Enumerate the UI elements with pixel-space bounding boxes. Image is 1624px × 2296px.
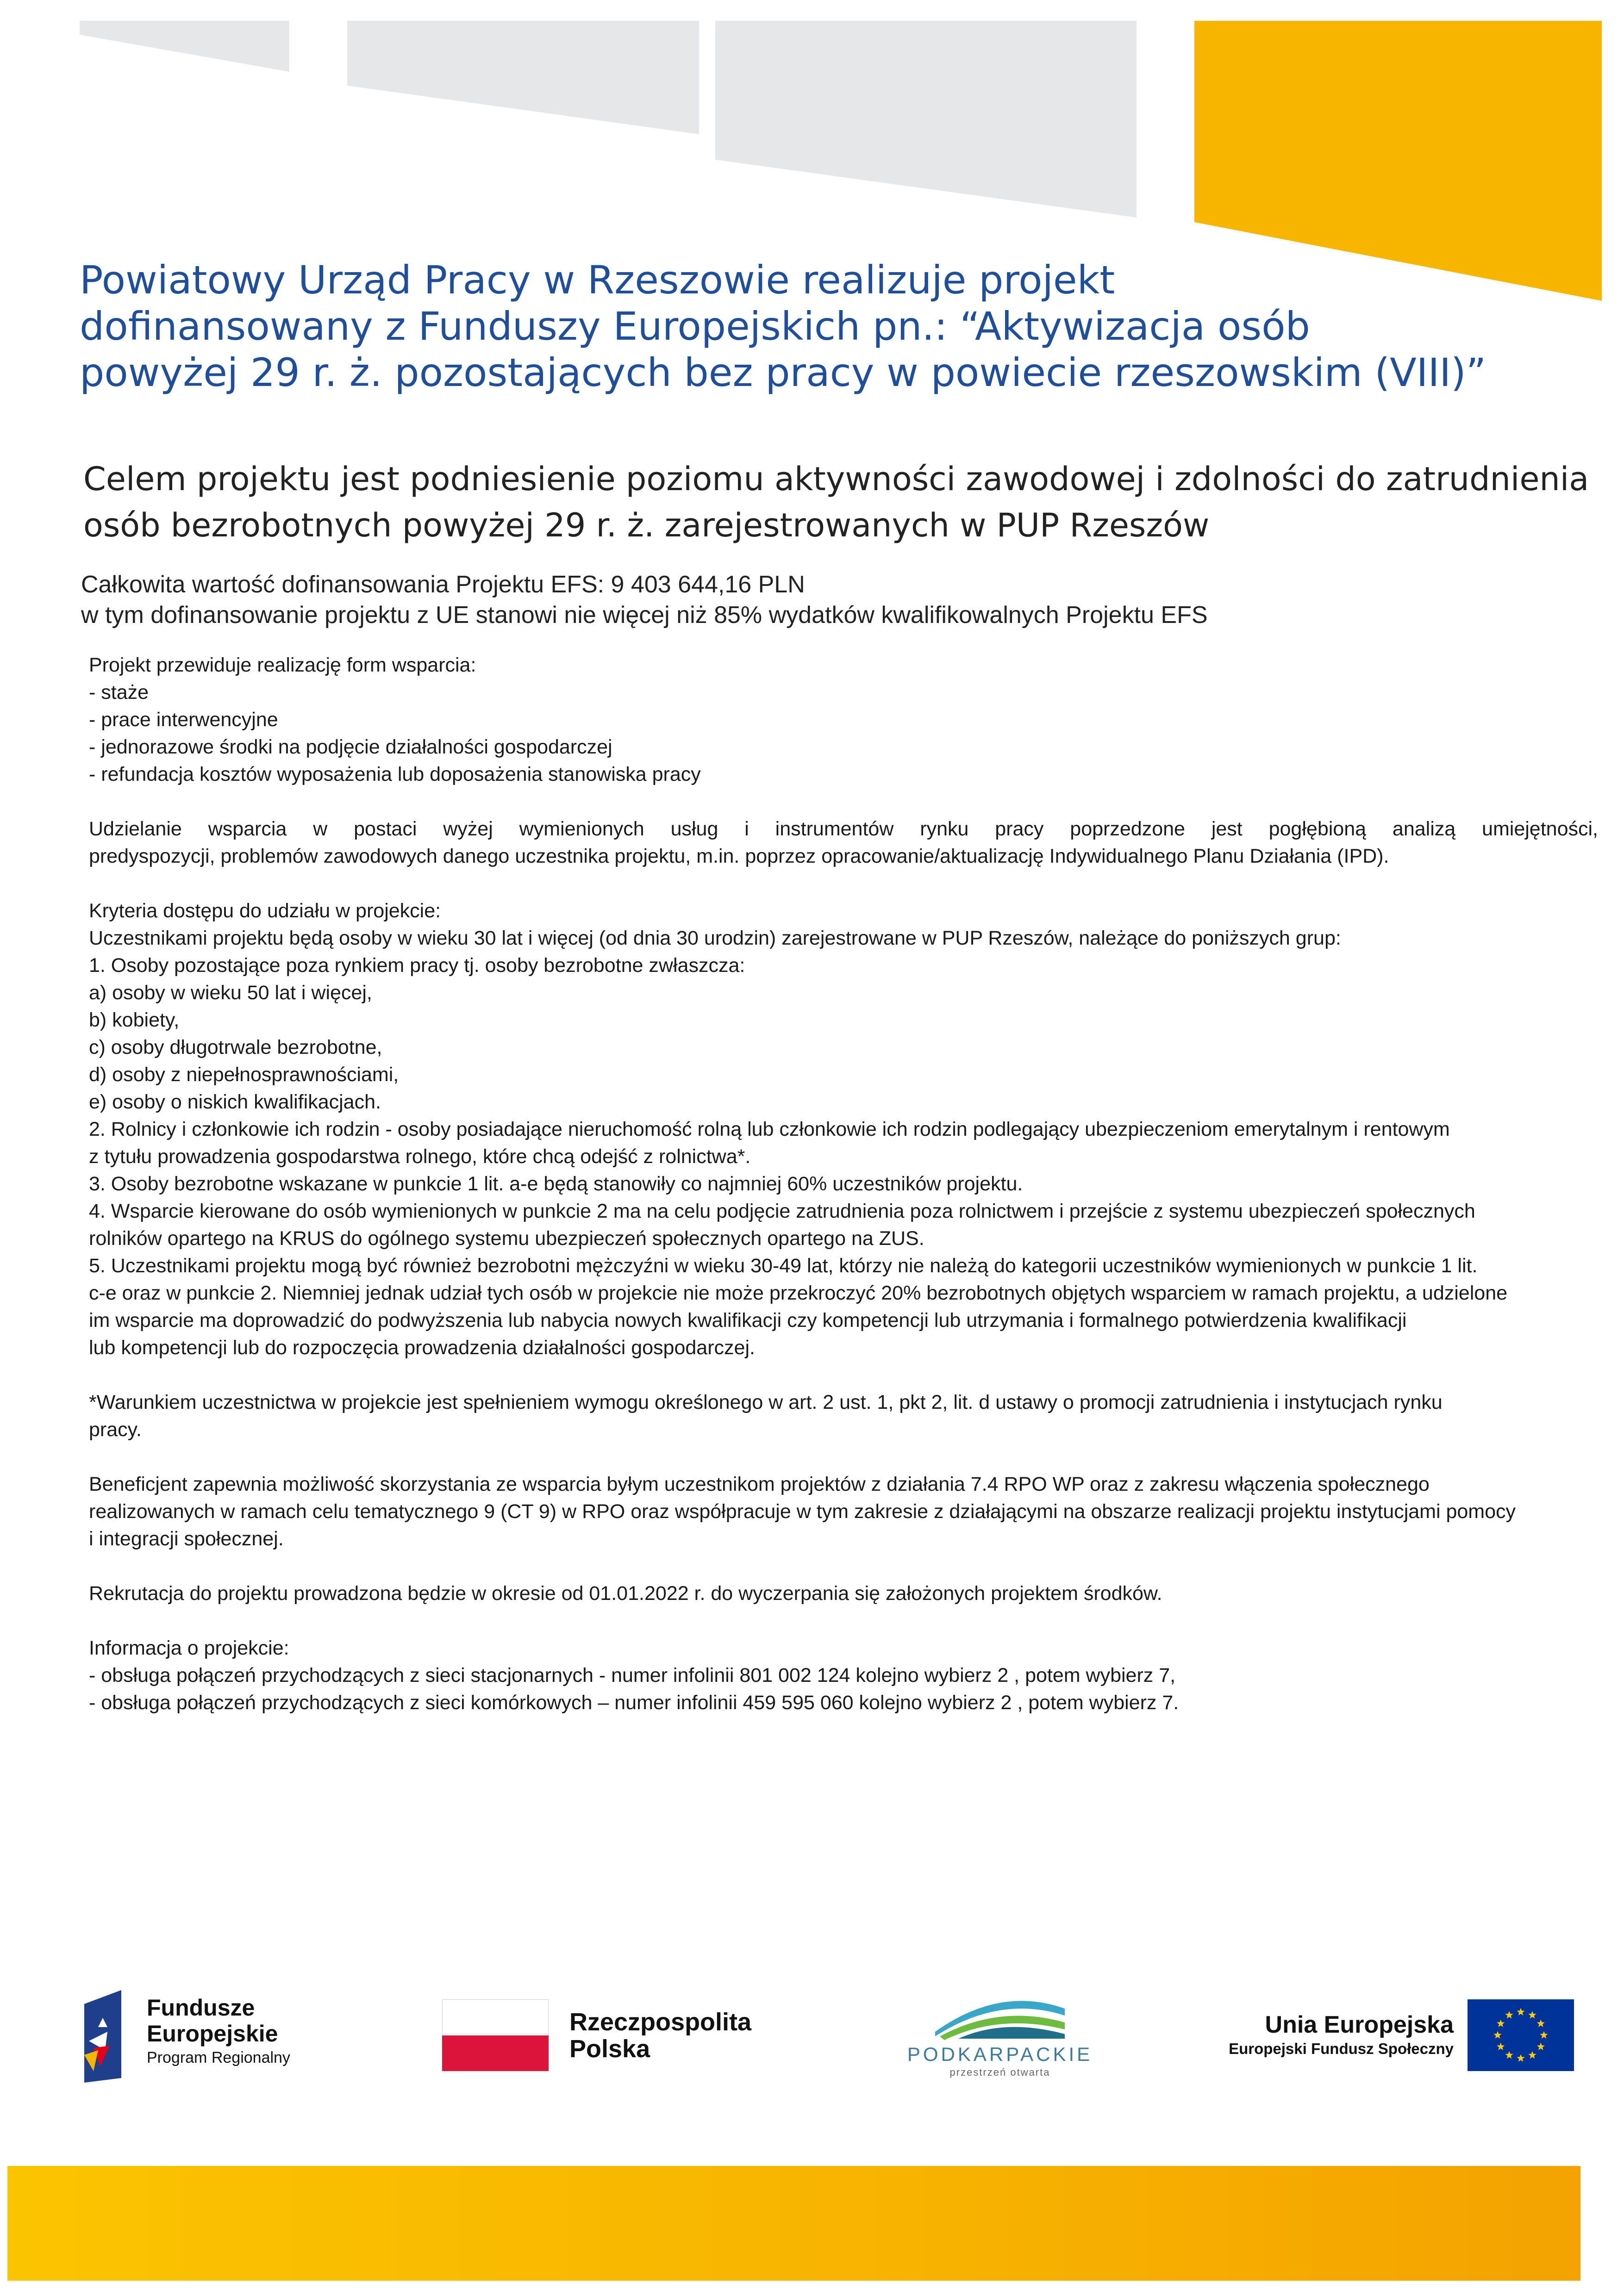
footnote-line: pracy.	[89, 1419, 142, 1441]
ue-logo-line2: Europejski Fundusz Społeczny	[1229, 2040, 1454, 2057]
list-item: - prace interwencyjne	[89, 709, 278, 731]
support-paragraph-line: Udzielanie wsparcia w postaci wyżej wymienionych usług i instrumentów rynku pracy poprzedzone jest pogłębioną analizą umiejętności,	[89, 818, 1598, 840]
criteria-line: c) osoby długotrwale bezrobotne,	[89, 1036, 382, 1058]
criteria-line: Kryteria dostępu do udziału w projekcie:	[89, 900, 441, 922]
footnote-line: *Warunkiem uczestnictwa w projekcie jest spełnieniem wymogu określonego w art. 2 ust. 1, pkt 2, lit. d ustawy o promocji zatrudnienia i instytucjach rynku	[89, 1391, 1443, 1413]
criteria-line: rolników opartego na KRUS do ogólnego systemu ubezpieczeń społecznych opartego na ZUS.	[89, 1227, 924, 1250]
criteria-line: 2. Rolnicy i członkowie ich rodzin - osoby posiadające nieruchomość rolną lub członkowie ich rodzin podlegający ubezpieczeniom emerytalnym i rentowym	[89, 1118, 1450, 1140]
criteria-line: Uczestnikami projektu będą osoby w wieku 30 lat i więcej (od dnia 30 urodzin) zarejestrowane w PUP Rzeszów, należące do poniższych grup:	[89, 927, 1341, 949]
fe-logo-icon	[80, 1990, 135, 2083]
beneficiary-line: realizowanych w ramach celu tematycznego 9 (CT 9) w RPO oraz współpracuje w tym zakresie z działającymi na obszarze realizacji projektu instytucjami pomocy	[89, 1500, 1516, 1523]
title-line: dofinansowany z Funduszy Europejskich pn.: “Aktywizacja osób	[80, 304, 1310, 349]
criteria-line: 3. Osoby bezrobotne wskazane w punkcie 1 lit. a-e będą stanowiły co najmniej 60% uczestników projektu.	[89, 1173, 1023, 1195]
beneficiary-line: i integracji społecznej.	[89, 1528, 284, 1550]
fe-logo-line3: Program Regionalny	[147, 2049, 290, 2066]
criteria-line: c-e oraz w punkcie 2. Niemniej jednak udział tych osób w projekcie nie może przekroczyć 20% bezrobotnych objętych wsparciem w ramach projektu, a udzielone	[89, 1282, 1508, 1304]
funding-value	[81, 569, 1586, 630]
value-line: Całkowita wartość dofinansowania Projektu EFS: 9 403 644,16 PLN	[81, 571, 805, 598]
podkarpackie-logo-icon	[931, 1990, 1069, 2041]
rp-logo-line1: Rzeczpospolita	[569, 2008, 752, 2036]
footer-bar	[7, 2166, 1580, 2281]
list-item: - staże	[89, 681, 149, 703]
criteria-line: a) osoby w wieku 50 lat i więcej,	[89, 982, 372, 1004]
fe-logo	[80, 1990, 330, 2083]
goal-line: Celem projektu jest podniesienie poziomu aktywności zawodowej i zdolności do zatrudnienia	[83, 460, 1589, 498]
list-item: - refundacja kosztów wyposażenia lub doposażenia stanowiska pracy	[89, 763, 701, 785]
title-line: Powiatowy Urząd Pracy w Rzeszowie realizuje projekt	[80, 257, 1115, 303]
criteria-line: im wsparcie ma doprowadzić do podwyższenia lub nabycia nowych kwalifikacji czy kompetencji lub utrzymania i formalnego potwierdzenia kwalifikacji	[89, 1309, 1407, 1332]
ue-logo-line1: Unia Europejska	[1265, 2011, 1454, 2038]
logos-bar	[0, 1981, 1624, 2087]
criteria-line: lub kompetencji lub do rozpoczęcia prowadzenia działalności gospodarczej.	[89, 1337, 755, 1359]
criteria-line: 5. Uczestnikami projektu mogą być również bezrobotni mężczyźni w wieku 30-49 lat, którzy nie należą do kategorii uczestników wymienionych w punkcie 1 lit.	[89, 1255, 1478, 1277]
info-line: - obsługa połączeń przychodzących z sieci komórkowych – numer infolinii 459 595 060 kolejno wybierz 2 , potem wybierz 7.	[89, 1692, 1179, 1714]
eu-flag-icon	[1468, 1999, 1574, 2071]
project-title	[80, 257, 1561, 396]
value-line: w tym dofinansowanie projektu z UE stanowi nie więcej niż 85% wydatków kwalifikowalnych Projektu EFS	[81, 602, 1208, 628]
criteria-line: 1. Osoby pozostające poza rynkiem pracy tj. osoby bezrobotne zwłaszcza:	[89, 954, 745, 977]
rp-logo-line2: Polska	[569, 2035, 650, 2063]
gray-shape-3	[715, 21, 1137, 218]
fe-logo-line2: Europejskie	[147, 2021, 278, 2047]
gray-shape-2	[347, 21, 699, 134]
forms-intro: Projekt przewiduje realizację form wsparcia:	[89, 654, 476, 676]
criteria-line: b) kobiety,	[89, 1009, 180, 1031]
rp-logo	[442, 1999, 775, 2073]
project-goal	[83, 456, 1588, 548]
criteria-line: z tytułu prowadzenia gospodarstwa rolnego, które chcą odejść z rolnictwa*.	[89, 1145, 751, 1168]
podkarpackie-name: PODKARPACKIE	[907, 2043, 1093, 2065]
podkarpackie-tagline: przestrzeń otwarta	[949, 2066, 1050, 2078]
title-line: powyżej 29 r. ż. pozostających bez pracy w powiecie rzeszowskim (VIII)”	[80, 350, 1487, 395]
recruitment-line: Rekrutacja do projektu prowadzona będzie w okresie od 01.01.2022 r. do wyczerpania się założonych projektem środków.	[89, 1582, 1162, 1605]
info-line: Informacja o projekcie:	[89, 1637, 289, 1659]
podkarpackie-logo	[903, 1990, 1097, 2083]
list-item: - jednorazowe środki na podjęcie działalności gospodarczej	[89, 736, 612, 758]
gray-shape-1	[80, 21, 289, 72]
project-content	[89, 652, 1598, 1717]
criteria-line: d) osoby z niepełnosprawnościami,	[89, 1064, 399, 1086]
polish-flag-icon	[442, 1999, 549, 2071]
beneficiary-line: Beneficjent zapewnia możliwość skorzystania ze wsparcia byłym uczestnikom projektów z działania 7.4 RPO WP oraz z zakresu włączenia społecznego	[89, 1473, 1430, 1495]
goal-line: osób bezrobotnych powyżej 29 r. ż. zarejestrowanych w PUP Rzeszów	[83, 506, 1210, 544]
support-paragraph-line: predyspozycji, problemów zawodowych danego uczestnika projektu, m.in. poprzez opracowanie/aktualizację Indywidualnego Planu Działania (IPD).	[89, 845, 1389, 867]
ue-logo	[1222, 1999, 1574, 2073]
criteria-line: e) osoby o niskich kwalifikacjach.	[89, 1091, 381, 1113]
criteria-line: 4. Wsparcie kierowane do osób wymienionych w punkcie 2 ma na celu podjęcie zatrudnienia poza rolnictwem i przejście z systemu ubezpieczeń społecznych	[89, 1200, 1475, 1222]
fe-logo-line1: Fundusze	[147, 1995, 255, 2021]
info-line: - obsługa połączeń przychodzących z sieci stacjonarnych - numer infolinii 801 002 124 kolejno wybierz 2 , potem wybierz 7,	[89, 1664, 1176, 1686]
